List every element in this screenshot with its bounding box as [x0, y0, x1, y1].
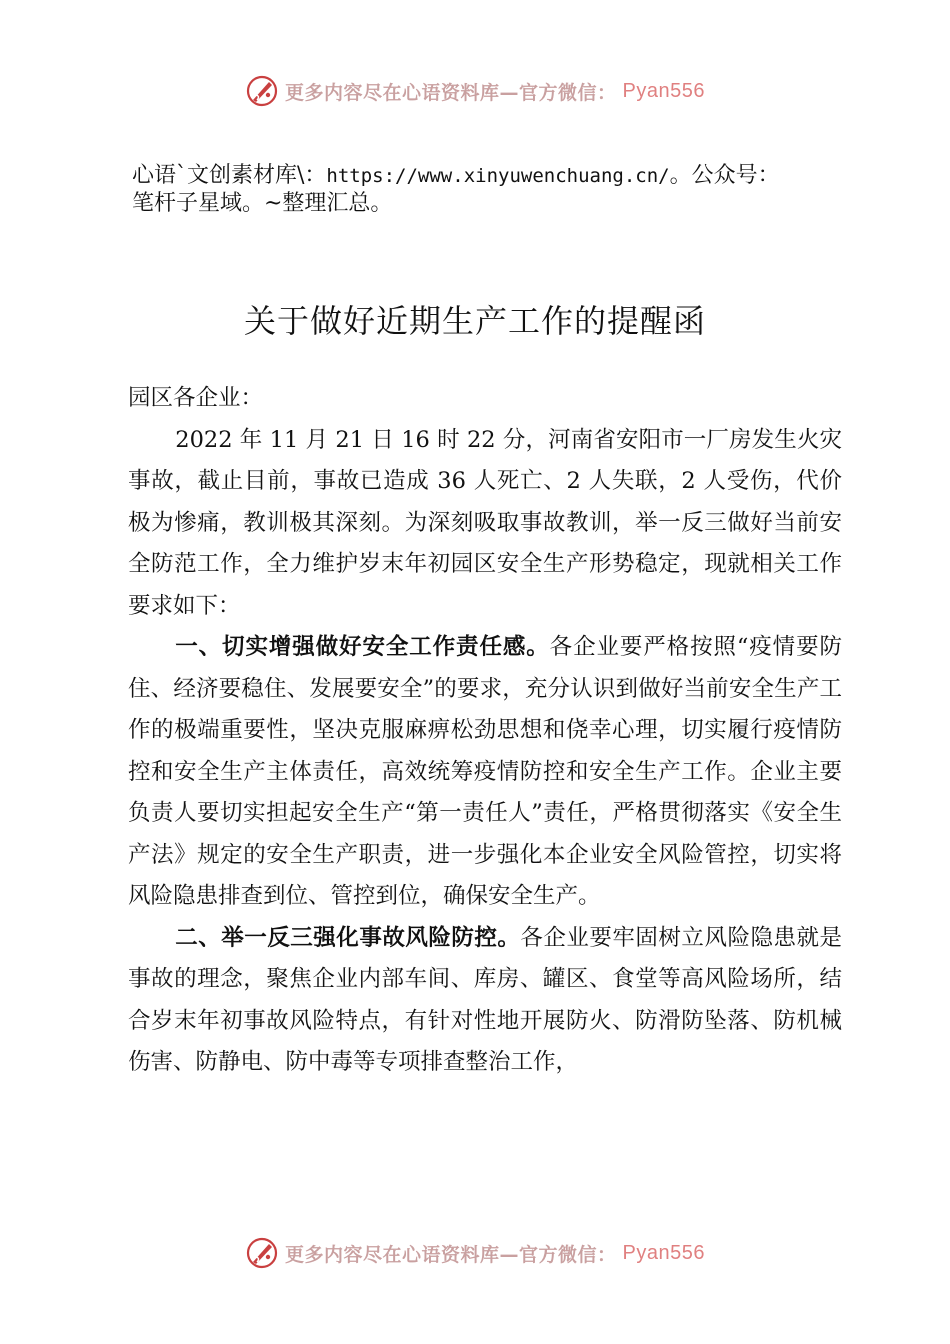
watermark-text: 更多内容尽在心语资料库—官方微信： [285, 81, 617, 104]
quill-pen-logo-icon [245, 1236, 279, 1270]
header-watermark [0, 74, 950, 108]
salutation: 园区各企业： [128, 385, 264, 411]
section-1-heading: 一、切实增强做好安全工作责任感。 [175, 634, 550, 660]
section-1-body: 各企业要严格按照“疫情要防住、经济要稳住、发展要安全”的要求，充分认识到做好当前安全生产工作的极端重要性，坚决克服麻痹松劲思想和侥幸心理，切实履行疫情防控和安全生产主体责任，高效统筹疫情防控和安全生产工作。企业主要负责人要切实担起安全生产“第一责任人”责任，严格贯彻落实《安全生产法》规定的安全生产职责，进一步强化本企业安全风险管控，切实将风险隐患排查到位、管控到位，确保安全生产。 [128, 634, 842, 909]
section-2-body: 各企业要牢固树立风险隐患就是事故的理念，聚焦企业内部车间、库房、罐区、食堂等高风险场所，结合岁末年初事故风险特点，有针对性地开展防火、防滑防坠落、防机械伤害、防静电、防中毒等专项排查整治工作， [128, 924, 842, 1075]
source-url[interactable]: https://www.xinyuwenchuang.cn/ [326, 165, 670, 187]
source-note-prefix: 心语`文创素材库\： [132, 163, 327, 188]
section-2-heading: 二、举一反三强化事故风险防控。 [175, 924, 521, 951]
footer-watermark [0, 1236, 950, 1270]
quill-pen-logo-icon [245, 74, 279, 108]
document-body [128, 378, 842, 1084]
source-note-line2: 笔杆子星域。~整理汇总。 [132, 191, 393, 216]
source-note-suffix: 。公众号： [669, 163, 780, 188]
watermark-wechat-id: Pyan556 [622, 1241, 705, 1264]
document-title: 关于做好近期生产工作的提醒函 [243, 302, 706, 340]
watermark-text: 更多内容尽在心语资料库—官方微信： [285, 1243, 617, 1266]
source-note [132, 162, 852, 218]
section-1 [128, 627, 842, 918]
paragraph-intro: 2022 年 11 月 21 日 16 时 22 分，河南省安阳市一厂房发生火灾事故，截止目前，事故已造成 36 人死亡、2 人失联，2 人受伤，代价极为惨痛，教训极其深刻。为深刻吸取事故教训，举一反三做好当前安全防范工作，全力维护岁末年初园区安全生产形势稳定，现就相关工作要求如下： [128, 426, 842, 619]
section-2 [128, 918, 842, 1084]
watermark-wechat-id: Pyan556 [622, 79, 705, 102]
